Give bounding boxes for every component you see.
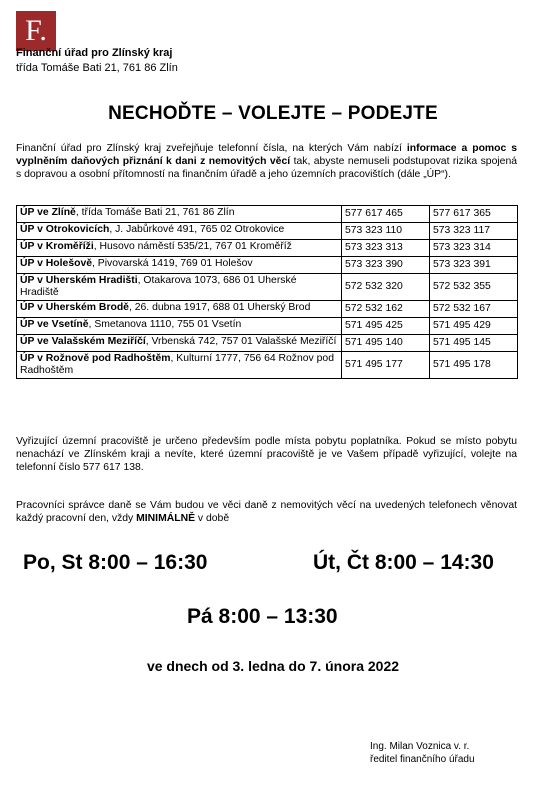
intro-text-2: tak, abyste nemuseli podstupovat rizika spojená s dopravou a osobní přítomností na finančním úřadě a jeho územních pracovištích (dále „ÚP“). [16,156,518,180]
office-cell [17,206,342,223]
office-cell [17,318,342,335]
phone-1-cell: 571 495 425 [342,318,430,335]
office-name-cell: ÚP v Kroměříži [20,241,94,252]
hours-note-text-1: Pracovníci správce daně se Vám budou ve věci daně z nemovitých věcí na uvedených telefonech věnovat každý pracovní den, vždy [16,500,517,524]
phone-2-cell: 573 323 391 [430,257,518,274]
table-row [17,257,518,274]
office-name: Finanční úřad pro Zlínský kraj [16,47,173,59]
hours-note-paragraph [16,499,517,525]
signature-title: ředitel finančního úřadu [370,754,475,765]
signature-name: Ing. Milan Voznica v. r. [370,741,470,752]
phone-2-cell: 577 617 365 [430,206,518,223]
office-cell [17,240,342,257]
office-address-cell: , Otakarova 1073, 686 01 Uherské Hradiště [20,275,297,298]
office-cell [17,223,342,240]
logo: F. [16,11,56,51]
signature [370,740,475,766]
phone-2-cell: 572 532 167 [430,301,518,318]
table-row [17,301,518,318]
page-title: NECHOĎTE – VOLEJTE – PODEJTE [108,103,438,124]
phone-1-cell: 571 495 140 [342,335,430,352]
office-cell [17,274,342,301]
office-address-cell: , Smetanova 1110, 755 01 Vsetín [88,319,242,330]
table-row [17,318,518,335]
office-name-cell: ÚP ve Valašském Meziříčí [20,336,146,347]
phone-2-cell: 571 495 178 [430,352,518,379]
office-address-cell: , Kulturní 1777, 756 64 Rožnov pod Radhoštěm [20,353,334,376]
note-paragraph: Vyřizující územní pracoviště je určeno především podle místa pobytu poplatníka. Pokud se místo pobytu nenachází ve Zlínském kraji a nevíte, které územní pracoviště je ve Vašem případě vyřizující, volejte na telefonní číslo 577 617 138. [16,436,517,473]
hours-note-text-2: v době [195,513,230,524]
phone-1-cell: 573 323 313 [342,240,430,257]
office-cell [17,257,342,274]
office-address-cell: , J. Jabůrkové 491, 765 02 Otrokovice [109,224,285,235]
office-cell [17,335,342,352]
office-name-cell: ÚP v Uherském Brodě [20,302,129,313]
office-name-cell: ÚP v Holešově [20,258,92,269]
table-row [17,274,518,301]
office-name-cell: ÚP v Otrokovicích [20,224,110,235]
phone-2-cell: 571 495 429 [430,318,518,335]
office-name-cell: ÚP v Uherském Hradišti [20,275,138,286]
office-name-cell: ÚP ve Zlíně [20,207,76,218]
table-row [17,335,518,352]
phone-2-cell: 571 495 145 [430,335,518,352]
hours-note-bold: MINIMÁLNĚ [136,513,196,524]
hours-fri: Pá 8:00 – 13:30 [187,605,338,628]
office-address-cell: , Pivovarská 1419, 769 01 Holešov [92,258,253,269]
office-address-cell: , Husovo náměstí 535/21, 767 01 Kroměříž [93,241,292,252]
phone-2-cell: 572 532 355 [430,274,518,301]
phone-2-cell: 573 323 314 [430,240,518,257]
phone-1-cell: 571 495 177 [342,352,430,379]
office-name-cell: ÚP v Rožnově pod Radhoštěm [20,353,171,364]
period-text: ve dnech od 3. ledna do 7. února 2022 [146,658,400,674]
office-address-cell: , Vrbenská 742, 757 01 Valašské Meziříčí [145,336,337,347]
office-address-cell: , 26. dubna 1917, 688 01 Uherský Brod [128,302,311,313]
phone-1-cell: 572 532 320 [342,274,430,301]
table-row [17,240,518,257]
table-row [17,223,518,240]
phone-2-cell: 573 323 117 [430,223,518,240]
table-row [17,206,518,223]
office-address-cell: , třída Tomáše Bati 21, 761 86 Zlín [75,207,235,218]
table-row [17,352,518,379]
office-cell [17,301,342,318]
phone-1-cell: 573 323 110 [342,223,430,240]
office-cell [17,352,342,379]
intro-text-1: Finanční úřad pro Zlínský kraj zveřejňuje telefonní čísla, na kterých Vám nabízí [16,143,407,154]
intro-text-bold: informace a pomoc s vyplněním daňových přiznání k dani z nemovitých věcí [16,143,518,167]
phone-1-cell: 573 323 390 [342,257,430,274]
phone-1-cell: 572 532 162 [342,301,430,318]
intro-paragraph [16,142,517,181]
phone-1-cell: 577 617 465 [342,206,430,223]
office-address: třída Tomáše Bati 21, 761 86 Zlín [16,62,178,74]
office-name-cell: ÚP ve Vsetíně [20,319,89,330]
hours-tue-thu: Út, Čt 8:00 – 14:30 [313,551,494,574]
hours-mon-wed: Po, St 8:00 – 16:30 [23,551,208,574]
offices-table [16,205,518,379]
